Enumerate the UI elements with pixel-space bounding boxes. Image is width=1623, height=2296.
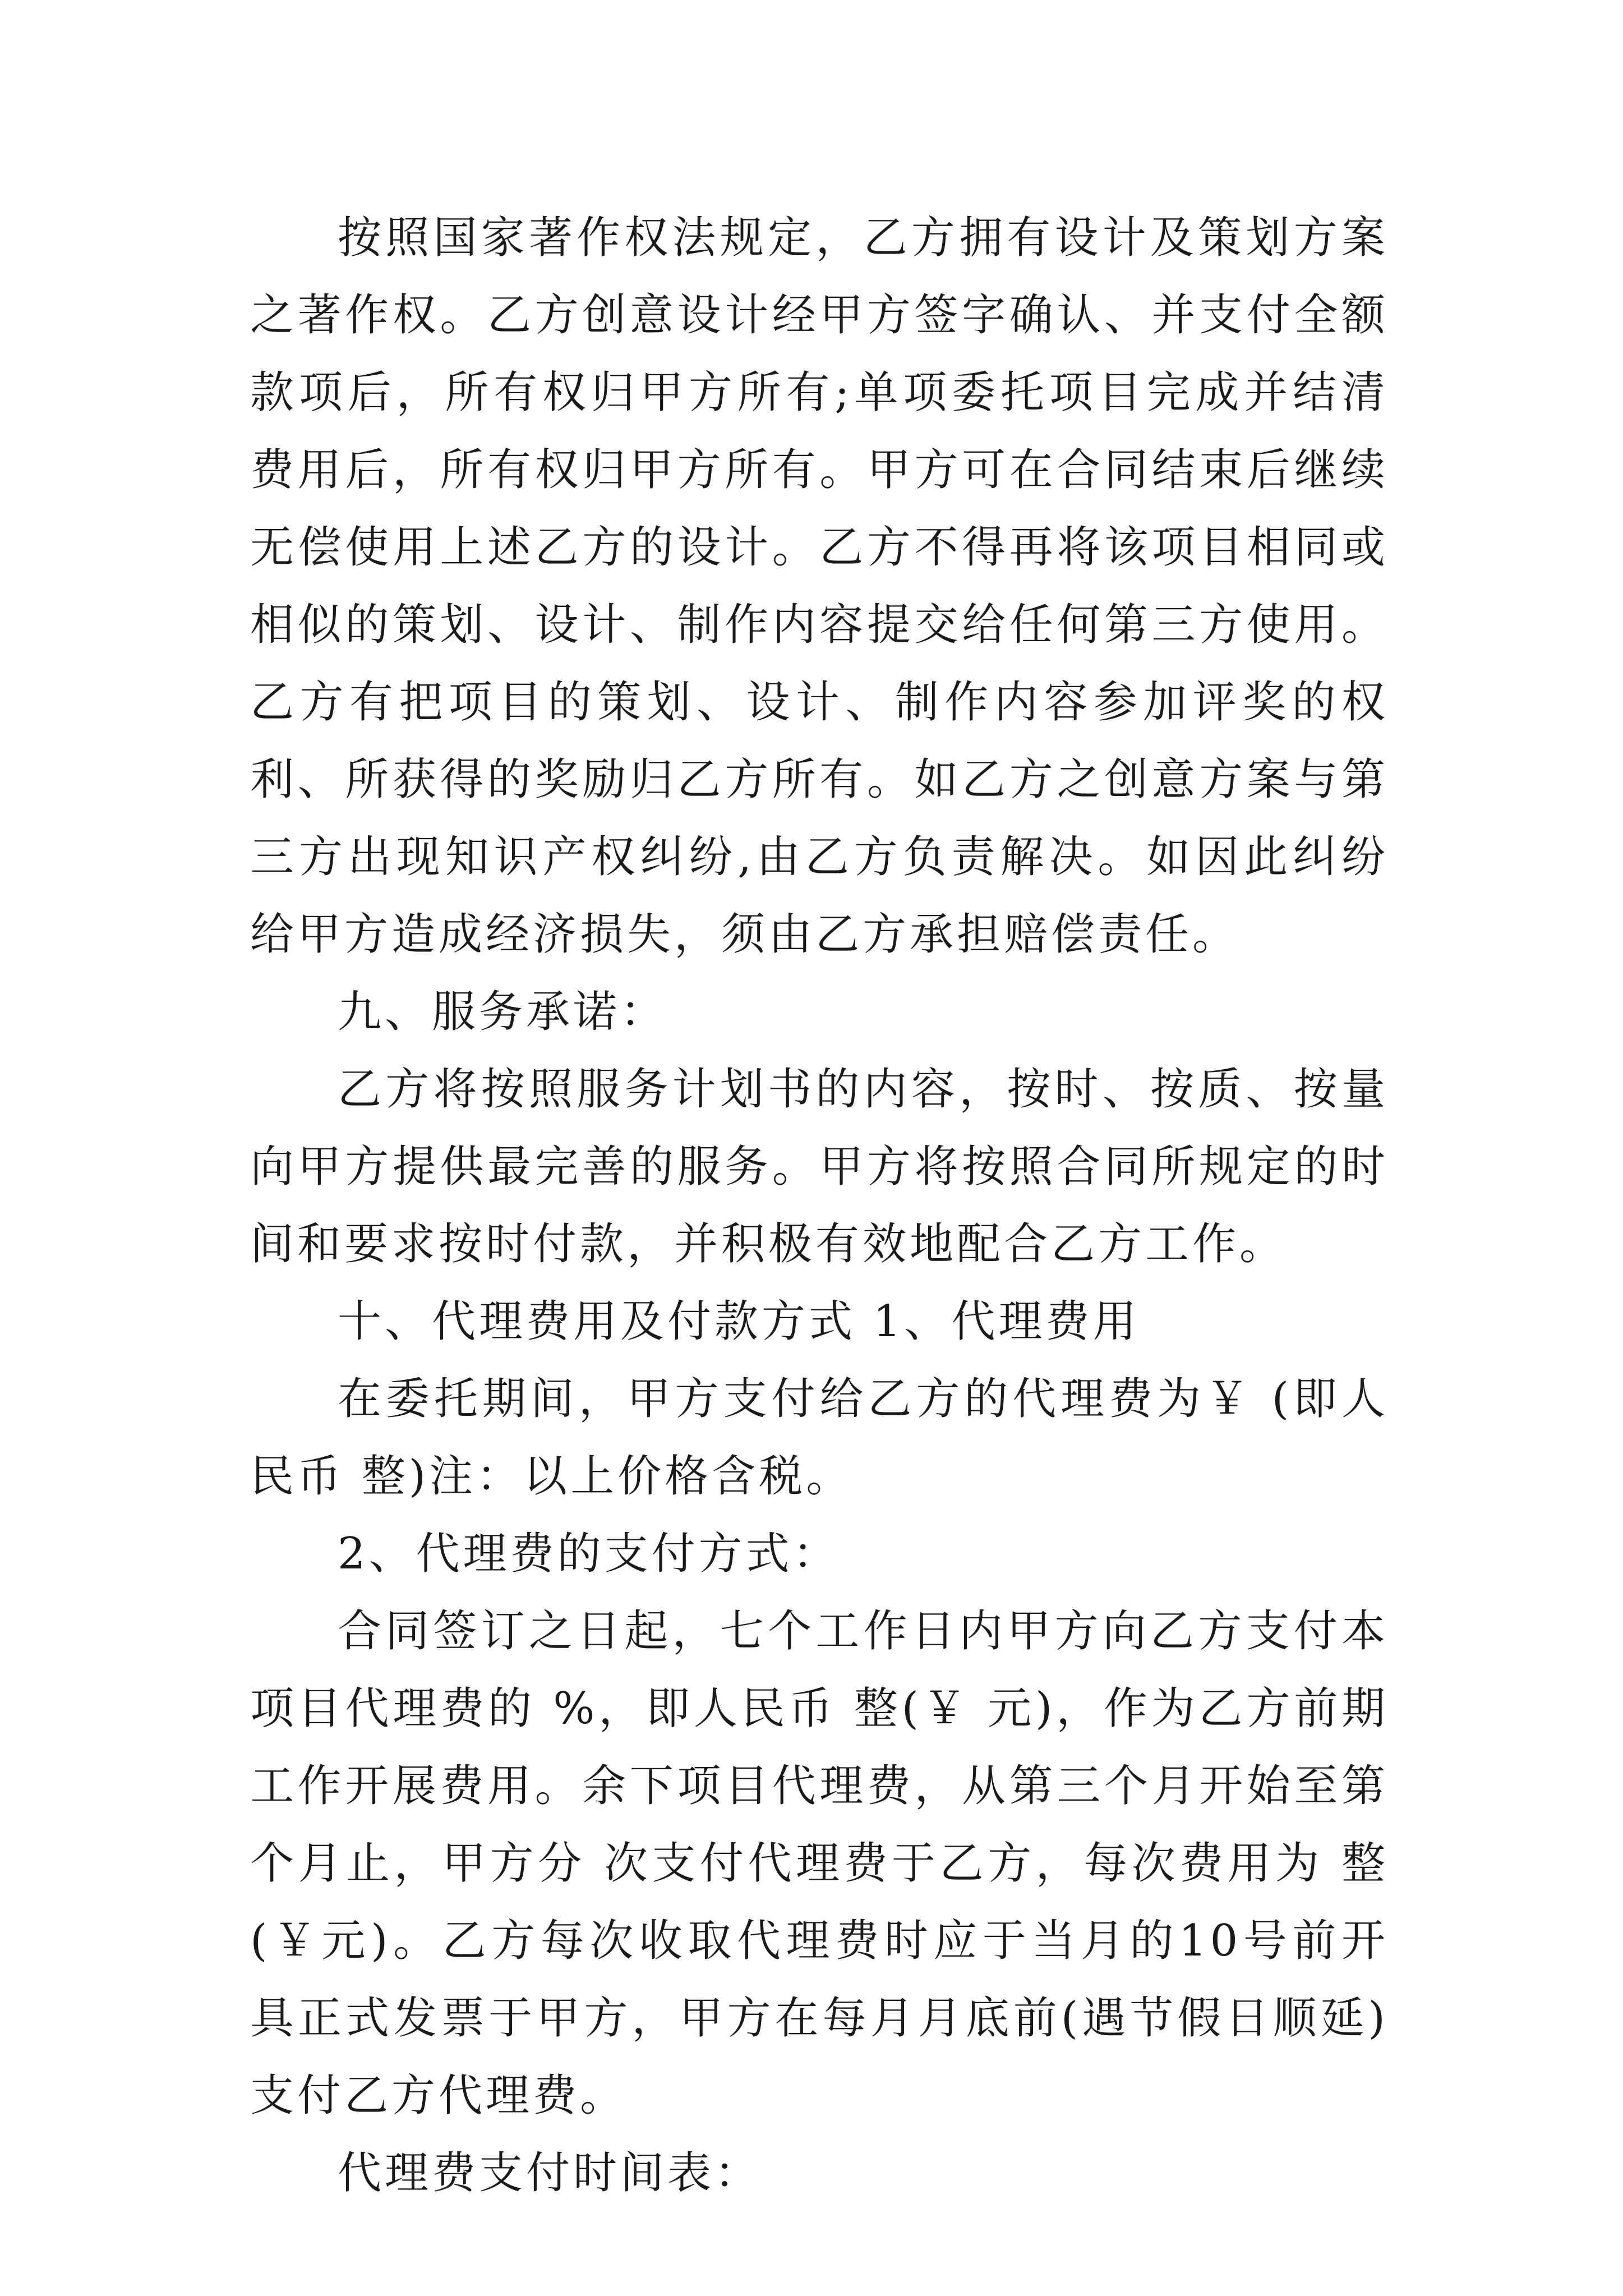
paragraph-payment-method: 合同签订之日起，七个工作日内甲方向乙方支付本项目代理费的 %，即人民币 整(￥ 元)，作为乙方前期工作开展费用。余下项目代理费，从第三个月开始至第个月止，甲方分 次支付代理费于乙方，每次费用为 整(￥元)。乙方每次收取代理费时应于当月的10号前开具正式发票于甲方，甲方在每月月底前(遇节假日顺延)支付乙方代理费。 [250,1606,1389,2121]
paragraph-agency-fee-amount: 在委托期间，甲方支付给乙方的代理费为￥ (即人民币 整)注：以上价格含税。 [250,1374,1389,1502]
document-body [250,199,1389,2212]
heading-service-commitment: 九、服务承诺： [338,987,668,1037]
paragraph-service-commitment: 乙方将按照服务计划书的内容，按时、按质、按量向甲方提供最完善的服务。甲方将按照合同所规定的时间和要求按时付款，并积极有效地配合乙方工作。 [250,1064,1389,1269]
heading-agency-fee: 十、代理费用及付款方式 1、代理费用 [338,1296,1140,1347]
heading-payment-schedule: 代理费支付时间表： [338,2148,762,2198]
paragraph-copyright: 按照国家著作权法规定，乙方拥有设计及策划方案之著作权。乙方创意设计经甲方签字确认、并支付全额款项后，所有权归甲方所有;单项委托项目完成并结清费用后，所有权归甲方所有。甲方可在合同结束后继续无偿使用上述乙方的设计。乙方不得再将该项目相同或相似的策划、设计、制作内容提交给任何第三方使用。乙方有把项目的策划、设计、制作内容参加评奖的权利、所获得的奖励归乙方所有。如乙方之创意方案与第三方出现知识产权纠纷,由乙方负责解决。如因此纠纷给甲方造成经济损失，须由乙方承担赔偿责任。 [250,213,1389,960]
heading-payment-method: 2、代理费的支付方式： [338,1529,840,1579]
